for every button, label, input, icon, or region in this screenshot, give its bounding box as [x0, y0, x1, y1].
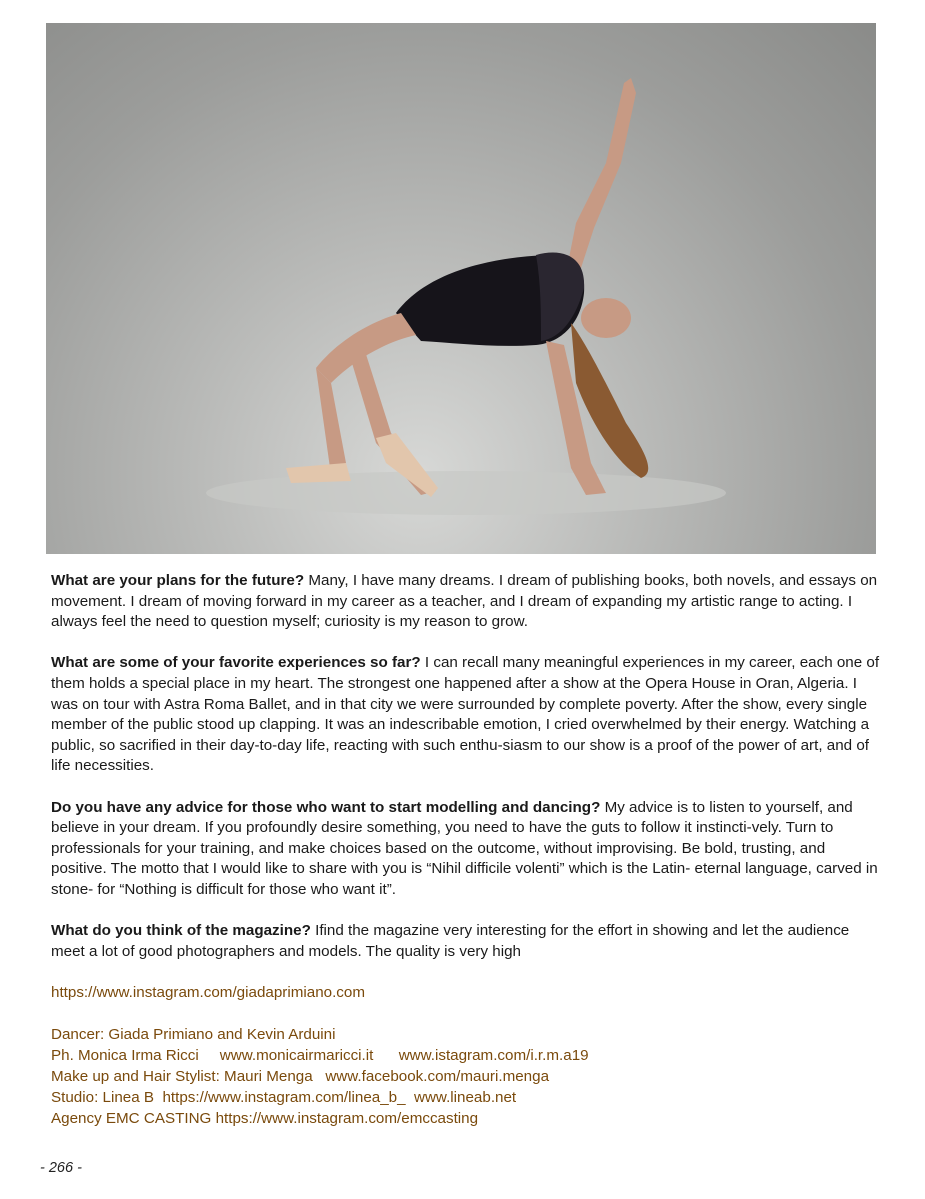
credit-line[interactable]: Make up and Hair Stylist: Mauri Menga www.facebook.com/mauri.menga — [51, 1068, 550, 1086]
credit-line: Dancer: Giada Primiano and Kevin Arduini — [51, 1026, 336, 1044]
qa-block — [51, 571, 881, 633]
answer: Many, I have many dreams. I dream of publishing books, both novels, and essays on movement. I dream of moving forward in my career as a teacher, and I dream of expanding my artistic range to acting. I always feel the need to question myself; curiosity is my reason to grow. — [51, 572, 878, 631]
question: What are your plans for the future? — [51, 572, 305, 589]
credit-line[interactable]: Agency EMC CASTING https://www.instagram.com/emccasting — [51, 1110, 479, 1128]
answer: I can recall many meaningful experiences in my career, each one of them holds a special place in my heart. The strongest one happened after a show at the Opera House in Oran, Algeria. I was on tour with Astra Roma Ballet, and in that city we were surrounded by complete poverty. After the show, every single member of the public stood up clapping. It was an indescribable emotion, I cried overwhelmed by their energy. Watching a public, so sacrified in their day-to-day life, reacting with such enthu-siasm to our show is a proof of the power of art, and of life necessities. — [51, 654, 880, 775]
instagram-link[interactable]: https://www.instagram.com/giadaprimiano.com — [51, 983, 365, 1001]
qa-block — [51, 798, 881, 901]
article-body — [51, 571, 881, 1129]
question: What do you think of the magazine? — [51, 922, 311, 940]
credit-line[interactable]: Ph. Monica Irma Ricci www.monicairmaricci.it www.istagram.com/i.r.m.a19 — [51, 1047, 589, 1065]
qa-block — [51, 921, 881, 962]
question: What are some of your favorite experiences so far? — [51, 654, 421, 672]
credits — [51, 1024, 881, 1129]
answer: Ifind the magazine very interesting for the effort in showing and let the audience meet a lot of good photographers and models. The quality is very high — [51, 922, 850, 960]
question: Do you have any advice for those who want to start modelling and dancing? — [51, 798, 601, 816]
dancer-silhouette — [46, 23, 876, 554]
dancer-photo — [46, 23, 876, 554]
credit-line[interactable]: Studio: Linea B https://www.instagram.com/linea_b_ www.lineab.net — [51, 1089, 517, 1107]
page-number: - 266 - — [40, 1160, 82, 1176]
answer: My advice is to listen to yourself, and believe in your dream. If you profoundly desire something, you need to have the guts to follow it instincti-vely. Turn to professionals for your training, and make choices based on the outcome, without improvising. Be bold, trusting, and positive. The motto that I would like to share with you is “Nihil difficile volenti” which is the Latin- eternal language, carved in stone- for “Nothing is difficult for those who want it”. — [51, 798, 878, 898]
qa-block — [51, 653, 881, 777]
